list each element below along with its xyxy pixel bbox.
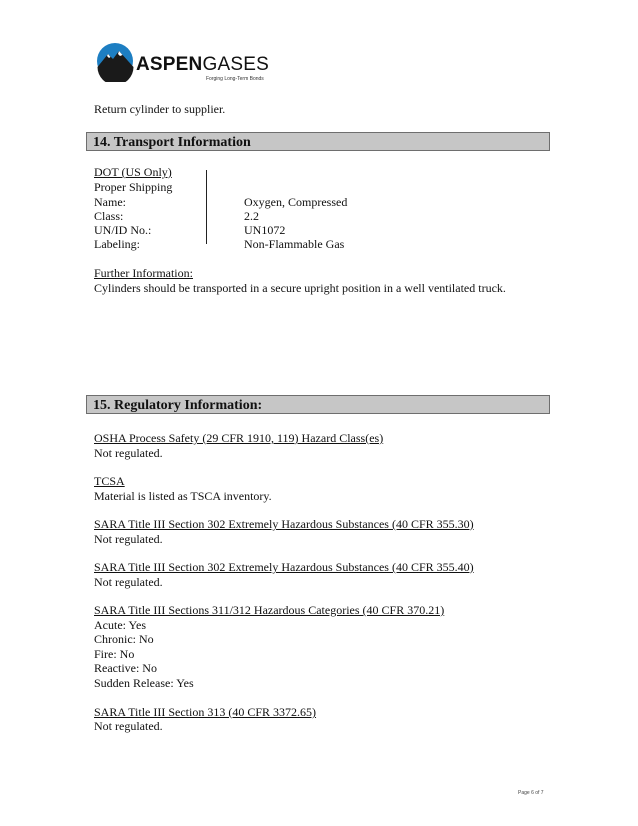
reg-block-line: Not regulated. bbox=[94, 532, 163, 546]
dot-label: DOT (US Only) bbox=[94, 165, 172, 179]
row-label: Class: bbox=[94, 209, 124, 223]
logo-wordmark bbox=[136, 55, 269, 75]
row-value: Oxygen, Compressed bbox=[244, 195, 348, 209]
reg-block-line: Reactive: No bbox=[94, 661, 157, 675]
reg-block-title: SARA Title III Section 302 Extremely Hazardous Substances (40 CFR 355.30) bbox=[94, 517, 474, 531]
reg-block-title: SARA Title III Section 313 (40 CFR 3372.65) bbox=[94, 705, 317, 719]
intro-text: Return cylinder to supplier. bbox=[94, 102, 226, 116]
further-info-text: Cylinders should be transported in a secure upright position in a well ventilated truck. bbox=[94, 281, 506, 295]
reg-block-title: OSHA Process Safety (29 CFR 1910, 119) Hazard Class(es) bbox=[94, 431, 384, 445]
reg-block-title: TCSA bbox=[94, 474, 125, 488]
reg-block-line: Not regulated. bbox=[94, 719, 163, 733]
logo-tagline: Forging Long-Term Bonds bbox=[206, 76, 264, 82]
row-label: Proper Shipping bbox=[94, 180, 173, 194]
row-label: Labeling: bbox=[94, 237, 140, 251]
section-14-header: 14. Transport Information bbox=[86, 132, 550, 151]
section-15-header: 15. Regulatory Information: bbox=[86, 395, 550, 414]
reg-block-line: Not regulated. bbox=[94, 575, 163, 589]
column-divider bbox=[206, 170, 207, 244]
row-value: 2.2 bbox=[244, 209, 259, 223]
logo-brand-gases: GASES bbox=[202, 54, 269, 75]
logo-brand-aspen: ASPEN bbox=[136, 54, 203, 75]
row-value: Non-Flammable Gas bbox=[244, 237, 345, 251]
reg-block-title: SARA Title III Sections 311/312 Hazardous Categories (40 CFR 370.21) bbox=[94, 603, 445, 617]
reg-block-line: Acute: Yes bbox=[94, 618, 147, 632]
reg-block-title: SARA Title III Section 302 Extremely Hazardous Substances (40 CFR 355.40) bbox=[94, 560, 474, 574]
aspen-gases-logo bbox=[96, 40, 286, 90]
page-number: Page 6 of 7 bbox=[518, 790, 544, 796]
reg-block-line: Chronic: No bbox=[94, 632, 154, 646]
reg-block-line: Sudden Release: Yes bbox=[94, 676, 194, 690]
reg-block-line: Not regulated. bbox=[94, 446, 163, 460]
row-label: Name: bbox=[94, 195, 126, 209]
reg-block-line: Fire: No bbox=[94, 647, 135, 661]
reg-block-line: Material is listed as TSCA inventory. bbox=[94, 489, 272, 503]
further-info-label: Further Information: bbox=[94, 266, 193, 280]
mountain-logo-icon bbox=[96, 40, 136, 82]
row-label: UN/ID No.: bbox=[94, 223, 152, 237]
row-value: UN1072 bbox=[244, 223, 286, 237]
